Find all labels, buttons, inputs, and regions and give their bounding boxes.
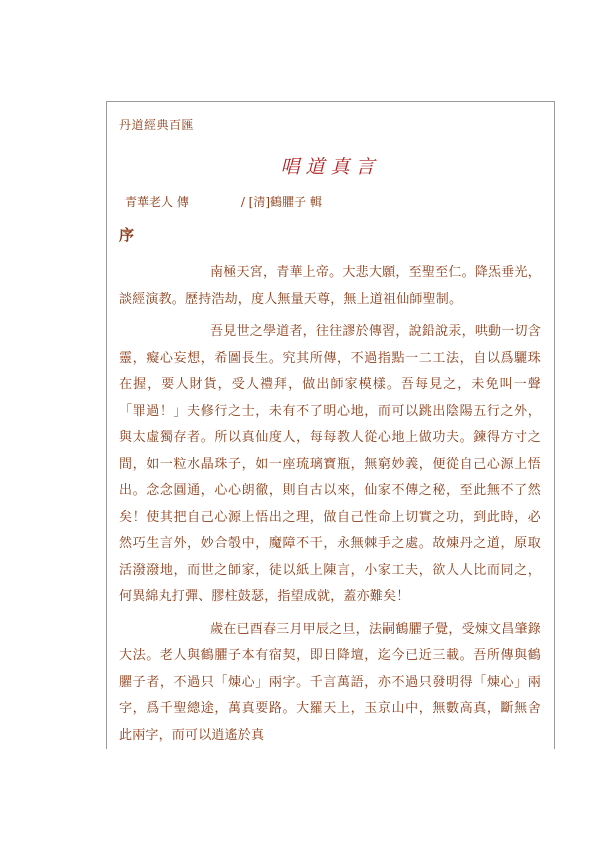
paragraph: 南極天宮，青華上帝。大悲大願，至聖至仁。降炁垂光，談經演教。歷持浩劫，度人無量天尊，無上道祖仙師聖制。	[119, 265, 541, 307]
paragraph: 吾見世之學道者，往往謬於傳習，說鉛說汞，哄動一切含靈，癡心妄想，希圖長生。究其所傳，不過指點一二工法，自以爲驪珠在握，要人財貨，受人禮拜，做出師家模樣。吾每見之，未免叫一聲「罪過！」夫修行之士，未有不了明心地，而可以跳出陰陽五行之外，與太虛獨存者。所以真仙度人，每每教人從心地上做功夫。鍊得方寸之間，如一粒水晶珠子，如一座琉璃寶瓶，無窮妙義，便從自己心源上悟出。念念圓通，心心朗徹，則自古以來，仙家不傳之秘，至此無不了然矣！使其把自己心源上悟出之理，做自己性命上切實之功，到此時，必然巧生言外，妙合彀中，魔障不干，永無棘手之處。故煉丹之道，原取活潑潑地，而世之師家，徒以紙上陳言，小家工夫，欲人人比而同之，何異綿丸打彈、膠柱鼓瑟，指望成就，蓋亦難矣！	[119, 324, 541, 604]
paragraph: 歲在已酉春三月甲辰之旦，法嗣鶴臞子覺，受煉文昌肇錄大法。老人與鶴臞子本有宿契，即日降壇，迄今已近三載。吾所傳與鶴臞子者，不過只「煉心」兩字。千言萬語，亦不過只發明得「煉心」兩字，爲千聖總途，萬真要路。大羅天上，玉京山中，無數高真，斷無舍此兩字，而可以逍遙於真	[119, 621, 541, 743]
book-title: 唱道真言	[280, 156, 381, 178]
section-heading: 序	[119, 226, 135, 244]
body-text	[119, 260, 541, 749]
series-header: 丹道經典百匯	[119, 118, 195, 132]
author-transmitter: 青華老人 傳	[125, 195, 189, 209]
author-line	[125, 193, 322, 210]
author-compiler: / [清]鶴臞子 輯	[240, 195, 322, 209]
book-page	[106, 101, 555, 749]
